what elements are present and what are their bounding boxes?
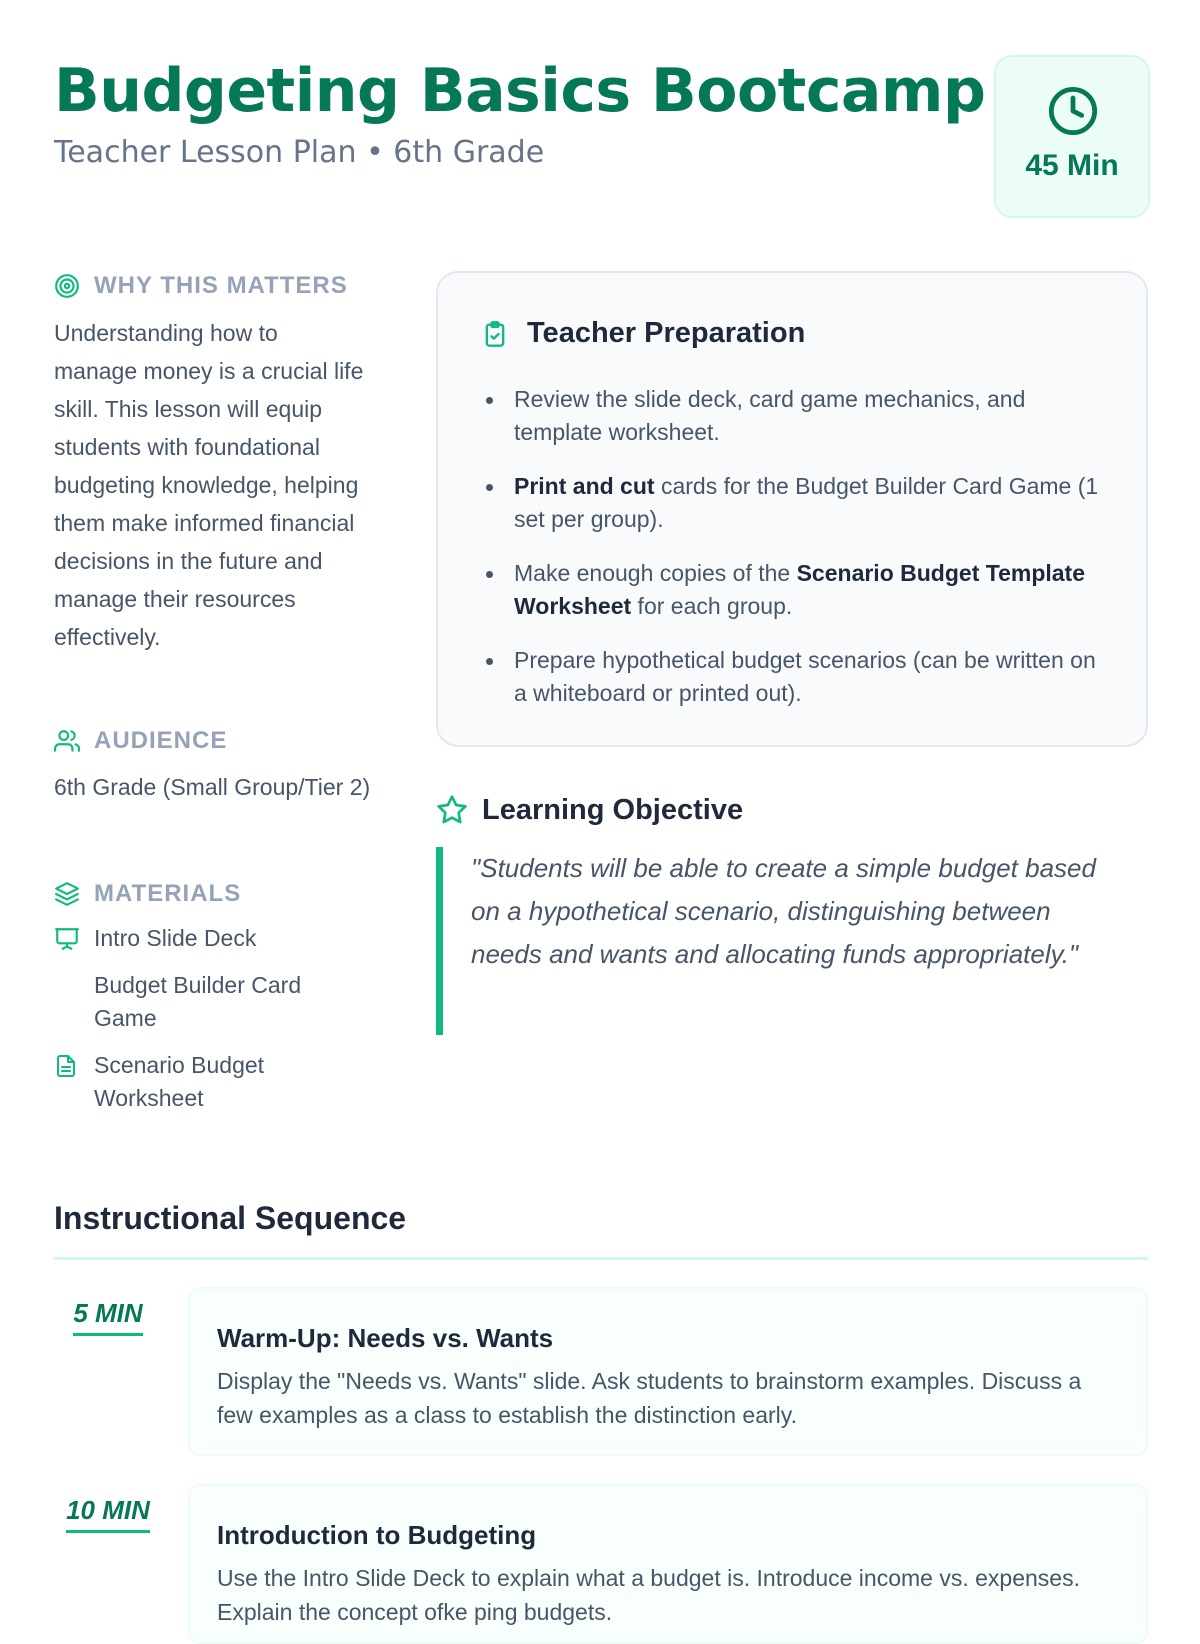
star-icon — [436, 794, 468, 826]
why-text: Understanding how to manage money is a crucial life skill. This lesson will equip students with foundational budgeting knowledge, helping them make informed financial decisions in the future and manage their resources effectively. — [54, 320, 364, 650]
step-card — [188, 1484, 1148, 1644]
lesson-sidebar — [54, 270, 374, 1111]
teacher-preparation-card — [436, 271, 1148, 747]
layers-icon — [54, 881, 80, 907]
learning-objective — [436, 790, 1148, 969]
users-icon — [54, 728, 80, 754]
audience-text: 6th Grade (Small Group/Tier 2) — [54, 774, 371, 800]
audience-label-text: AUDIENCE — [94, 727, 228, 754]
page-subtitle: Teacher Lesson Plan • 6th Grade — [54, 135, 545, 170]
prep-item — [484, 383, 1114, 449]
materials-label — [54, 878, 374, 910]
audience-section — [54, 725, 374, 804]
prep-item-text: Make enough copies of the — [514, 560, 797, 586]
objective-quote: "Students will be able to create a simple budget based on a hypothetical scenario, distinguishing between needs and wants and allocating funds appropriately." — [436, 847, 1126, 1035]
materials-section — [54, 878, 374, 1129]
page-title: Budgeting Basics Bootcamp — [54, 56, 986, 126]
sequence-divider — [54, 1257, 1148, 1260]
step-time — [48, 1495, 168, 1533]
materials-list — [54, 922, 374, 1115]
step-time-text: 10 MIN — [66, 1495, 150, 1533]
prep-item-text: Prepare hypothetical budget scenarios (can be written on a whiteboard or printed out). — [514, 647, 1096, 706]
prep-item-text: Review the slide deck, card game mechanics, and template worksheet. — [514, 386, 1026, 445]
material-item — [54, 1049, 374, 1115]
why-label — [54, 270, 374, 302]
sequence-title: Instructional Sequence — [54, 1200, 407, 1236]
lesson-header — [54, 52, 1150, 222]
material-item — [54, 969, 374, 1035]
objective-title — [436, 790, 1148, 830]
step-time-text: 5 MIN — [73, 1298, 142, 1336]
prep-item — [484, 557, 1114, 623]
presentation-icon — [54, 926, 80, 952]
step-title: Introduction to Budgeting — [217, 1520, 537, 1550]
step-description: Use the Intro Slide Deck to explain what a budget is. Introduce income vs. expenses. Explain the concept ofke ping budgets. — [217, 1565, 1080, 1625]
step-time — [48, 1298, 168, 1336]
prep-list — [484, 383, 1114, 731]
step-title: Warm-Up: Needs vs. Wants — [217, 1323, 554, 1353]
duration-text: 45 Min — [1025, 149, 1119, 182]
materials-label-text: MATERIALS — [94, 880, 242, 907]
why-label-text: WHY THIS MATTERS — [94, 272, 348, 299]
prep-item-bold: Scenario Budget Template Worksheet — [514, 560, 1086, 619]
prep-title — [481, 317, 805, 350]
prep-title-text: Teacher Preparation — [527, 317, 806, 349]
prep-item-text: for each group. — [631, 593, 793, 619]
prep-item — [484, 644, 1114, 710]
clock-icon — [1047, 85, 1099, 137]
why-section — [54, 270, 374, 656]
material-label: Budget Builder Card Game — [94, 972, 302, 1031]
prep-item-bold: Print and cut — [514, 473, 655, 499]
clipboard-check-icon — [481, 319, 509, 349]
audience-label — [54, 725, 374, 757]
duration-badge — [994, 55, 1150, 218]
prep-item — [484, 470, 1114, 536]
material-label: Intro Slide Deck — [94, 925, 257, 951]
material-label: Scenario Budget Worksheet — [94, 1052, 265, 1111]
step-card — [188, 1287, 1148, 1456]
prep-item-text: cards for the Budget Builder Card Game (1 set per group). — [514, 473, 1099, 532]
document-icon — [54, 1054, 78, 1078]
target-icon — [54, 273, 80, 299]
objective-title-text: Learning Objective — [482, 793, 744, 826]
material-item — [54, 922, 374, 955]
step-description: Display the "Needs vs. Wants" slide. Ask students to brainstorm examples. Discuss a few examples as a class to establish the distinction early. — [217, 1368, 1082, 1428]
